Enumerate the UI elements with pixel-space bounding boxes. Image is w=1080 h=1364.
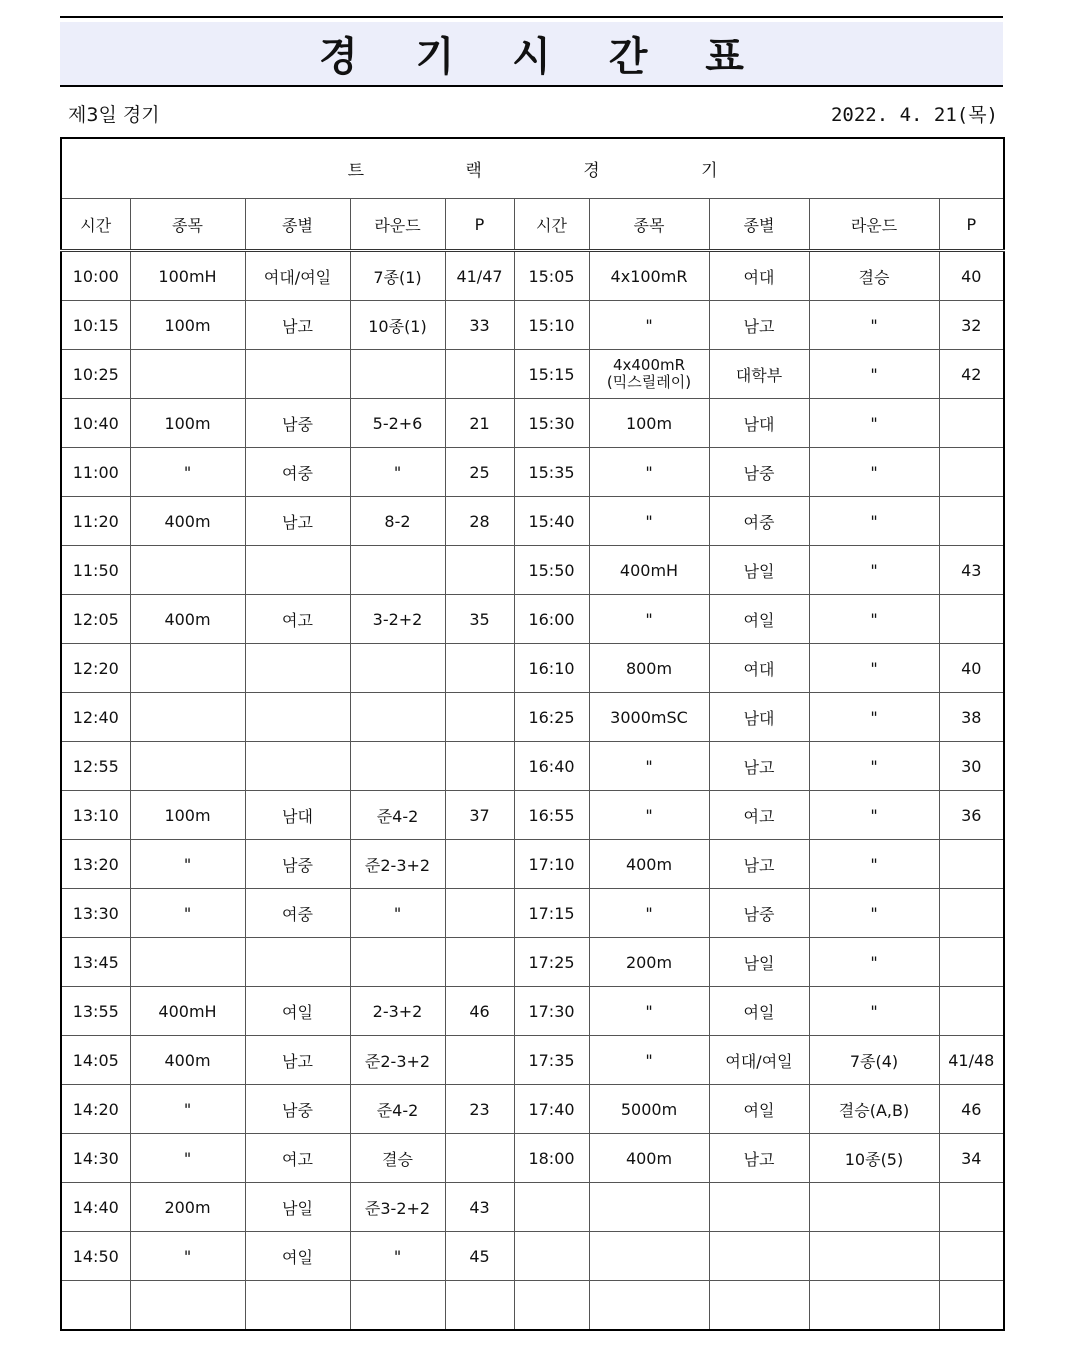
top-rule <box>60 16 1003 18</box>
table-cell: 3000mSC <box>589 693 709 742</box>
table-cell: 100m <box>130 791 245 840</box>
table-cell <box>939 987 1004 1036</box>
table-cell: " <box>809 889 939 938</box>
table-cell: 여대/여일 <box>245 251 350 301</box>
table-cell: " <box>809 399 939 448</box>
table-row <box>61 987 1004 1036</box>
table-cell: " <box>130 1232 245 1281</box>
table-cell: 100m <box>130 301 245 350</box>
table-cell: 남중 <box>245 399 350 448</box>
table-cell <box>589 350 709 399</box>
table-cell: 17:35 <box>514 1036 589 1085</box>
table-cell: 400mH <box>130 987 245 1036</box>
column-header: 종별 <box>245 199 350 251</box>
table-cell: 15:35 <box>514 448 589 497</box>
table-cell: " <box>589 595 709 644</box>
table-cell: 남중 <box>245 1085 350 1134</box>
table-row <box>61 448 1004 497</box>
table-cell: 준2-3+2 <box>350 840 445 889</box>
page-title: 경 기 시 간 표 <box>319 34 766 80</box>
table-cell: 남고 <box>245 301 350 350</box>
table-cell: " <box>809 693 939 742</box>
table-cell: 준2-3+2 <box>350 1036 445 1085</box>
table-cell <box>589 1183 709 1232</box>
table-cell: " <box>589 791 709 840</box>
table-cell: 13:30 <box>61 889 130 938</box>
table-cell <box>130 644 245 693</box>
table-cell: 7종(4) <box>809 1036 939 1085</box>
table-cell <box>445 742 514 791</box>
table-cell <box>939 889 1004 938</box>
table-row <box>61 546 1004 595</box>
table-row <box>61 1036 1004 1085</box>
table-cell: 남중 <box>709 889 809 938</box>
table-cell: " <box>809 350 939 399</box>
table-cell <box>589 1232 709 1281</box>
table-row <box>61 301 1004 350</box>
table-cell: 13:20 <box>61 840 130 889</box>
table-cell <box>350 1281 445 1331</box>
table-cell: " <box>809 840 939 889</box>
table-row <box>61 889 1004 938</box>
table-cell: " <box>809 301 939 350</box>
table-cell: 12:40 <box>61 693 130 742</box>
table-cell <box>939 497 1004 546</box>
table-cell <box>245 742 350 791</box>
table-cell: 10종(1) <box>350 301 445 350</box>
table-cell: 16:10 <box>514 644 589 693</box>
table-cell <box>130 546 245 595</box>
table-cell: 15:30 <box>514 399 589 448</box>
table-cell: " <box>809 546 939 595</box>
table-cell: 15:15 <box>514 350 589 399</box>
table-cell: " <box>589 987 709 1036</box>
table-cell <box>939 1232 1004 1281</box>
table-cell <box>445 546 514 595</box>
column-header: P <box>445 199 514 251</box>
table-cell: " <box>350 448 445 497</box>
table-cell <box>350 693 445 742</box>
table-cell: " <box>809 987 939 1036</box>
column-header: P <box>939 199 1004 251</box>
table-cell: 41/47 <box>445 251 514 301</box>
table-cell: 2-3+2 <box>350 987 445 1036</box>
cell-line: 4x400mR <box>612 356 686 374</box>
table-cell: 여일 <box>709 1085 809 1134</box>
table-row <box>61 1232 1004 1281</box>
table-cell: " <box>350 1232 445 1281</box>
table-cell: 200m <box>589 938 709 987</box>
table-cell: 100m <box>130 399 245 448</box>
table-cell: 14:30 <box>61 1134 130 1183</box>
table-row <box>61 399 1004 448</box>
column-header: 종목 <box>589 199 709 251</box>
column-header: 시간 <box>61 199 130 251</box>
table-cell: 15:05 <box>514 251 589 301</box>
table-cell: 400m <box>130 1036 245 1085</box>
table-cell: 40 <box>939 251 1004 301</box>
table-cell: 남일 <box>709 546 809 595</box>
table-cell <box>445 1134 514 1183</box>
table-cell: 15:10 <box>514 301 589 350</box>
table-cell: 대학부 <box>709 350 809 399</box>
table-cell <box>445 350 514 399</box>
table-cell <box>939 595 1004 644</box>
table-cell: 여중 <box>245 448 350 497</box>
table-cell: 38 <box>939 693 1004 742</box>
table-cell <box>130 693 245 742</box>
table-cell: 16:00 <box>514 595 589 644</box>
table-cell: 40 <box>939 644 1004 693</box>
table-cell <box>350 742 445 791</box>
table-cell <box>809 1183 939 1232</box>
table-cell: 16:40 <box>514 742 589 791</box>
table-cell: 46 <box>939 1085 1004 1134</box>
table-cell: 34 <box>939 1134 1004 1183</box>
table-cell: 400m <box>130 595 245 644</box>
table-cell: 남중 <box>245 840 350 889</box>
table-cell: 43 <box>939 546 1004 595</box>
table-cell: 400m <box>589 1134 709 1183</box>
table-cell: 14:40 <box>61 1183 130 1232</box>
table-cell: 준4-2 <box>350 791 445 840</box>
table-cell: 여대/여일 <box>709 1036 809 1085</box>
table-cell: 10:40 <box>61 399 130 448</box>
table-cell: 43 <box>445 1183 514 1232</box>
header-row <box>61 199 1004 251</box>
table-cell: 33 <box>445 301 514 350</box>
table-cell: 남고 <box>709 742 809 791</box>
table-cell: 16:25 <box>514 693 589 742</box>
table-cell: 17:10 <box>514 840 589 889</box>
table-cell <box>809 1281 939 1331</box>
table-row <box>61 693 1004 742</box>
table-cell <box>130 1281 245 1331</box>
table-cell: 41/48 <box>939 1036 1004 1085</box>
table-cell: 14:05 <box>61 1036 130 1085</box>
table-cell: 28 <box>445 497 514 546</box>
table-row <box>61 1134 1004 1183</box>
table-cell <box>939 840 1004 889</box>
table-cell <box>245 546 350 595</box>
table-cell: " <box>809 448 939 497</box>
table-cell <box>245 693 350 742</box>
table-cell: " <box>809 938 939 987</box>
table-cell: 준3-2+2 <box>350 1183 445 1232</box>
table-cell: 13:45 <box>61 938 130 987</box>
table-cell: 46 <box>445 987 514 1036</box>
column-header: 라운드 <box>809 199 939 251</box>
table-cell: " <box>130 840 245 889</box>
table-cell: 17:40 <box>514 1085 589 1134</box>
table-cell <box>350 546 445 595</box>
table-cell: " <box>589 1036 709 1085</box>
table-cell <box>939 448 1004 497</box>
table-cell <box>445 644 514 693</box>
table-cell: 17:25 <box>514 938 589 987</box>
table-cell: 13:10 <box>61 791 130 840</box>
title-band <box>60 22 1003 87</box>
table-cell <box>445 693 514 742</box>
table-cell: 5000m <box>589 1085 709 1134</box>
table-cell <box>130 742 245 791</box>
table-cell: 36 <box>939 791 1004 840</box>
table-cell <box>939 1183 1004 1232</box>
table-cell: 400mH <box>589 546 709 595</box>
table-cell: 12:05 <box>61 595 130 644</box>
table-cell: 14:20 <box>61 1085 130 1134</box>
table-cell: " <box>589 742 709 791</box>
table-cell: 45 <box>445 1232 514 1281</box>
table-cell: " <box>809 644 939 693</box>
table-cell: 결승 <box>809 251 939 301</box>
schedule-table <box>60 137 1005 1331</box>
table-cell: " <box>589 889 709 938</box>
table-cell: 23 <box>445 1085 514 1134</box>
table-cell: 15:50 <box>514 546 589 595</box>
table-cell: " <box>809 497 939 546</box>
table-cell: 남고 <box>709 301 809 350</box>
table-cell: " <box>589 301 709 350</box>
column-header: 시간 <box>514 199 589 251</box>
table-cell: 남고 <box>245 497 350 546</box>
table-cell: " <box>809 791 939 840</box>
table-cell: 32 <box>939 301 1004 350</box>
table-cell: 100mH <box>130 251 245 301</box>
table-cell <box>445 889 514 938</box>
table-cell: 남대 <box>709 693 809 742</box>
table-row <box>61 251 1004 301</box>
table-cell: 결승(A,B) <box>809 1085 939 1134</box>
table-cell: 10:00 <box>61 251 130 301</box>
table-cell <box>445 1036 514 1085</box>
table-cell: 남고 <box>709 1134 809 1183</box>
table-cell: 21 <box>445 399 514 448</box>
table-cell <box>709 1281 809 1331</box>
column-header: 종목 <box>130 199 245 251</box>
table-cell <box>939 1281 1004 1331</box>
table-cell: " <box>809 595 939 644</box>
table-cell: 14:50 <box>61 1232 130 1281</box>
table-cell: 준4-2 <box>350 1085 445 1134</box>
table-row <box>61 840 1004 889</box>
table-cell: 17:30 <box>514 987 589 1036</box>
table-cell: 800m <box>589 644 709 693</box>
table-cell <box>709 1232 809 1281</box>
table-cell: 100m <box>589 399 709 448</box>
table-row <box>61 938 1004 987</box>
table-row <box>61 1281 1004 1331</box>
table-cell <box>245 938 350 987</box>
table-cell: 15:40 <box>514 497 589 546</box>
table-cell: 25 <box>445 448 514 497</box>
table-cell <box>514 1183 589 1232</box>
table-cell: 12:55 <box>61 742 130 791</box>
date-label: 2022. 4. 21(목) <box>830 104 998 126</box>
table-cell: 여대 <box>709 644 809 693</box>
table-row <box>61 350 1004 399</box>
table-cell <box>445 840 514 889</box>
table-cell: " <box>809 742 939 791</box>
table-cell <box>445 1281 514 1331</box>
table-cell <box>350 350 445 399</box>
table-cell <box>445 938 514 987</box>
table-cell: 11:50 <box>61 546 130 595</box>
table-cell: " <box>350 889 445 938</box>
table-cell: 여중 <box>245 889 350 938</box>
table-row <box>61 742 1004 791</box>
table-cell: " <box>589 448 709 497</box>
table-cell <box>939 938 1004 987</box>
table-cell <box>61 1281 130 1331</box>
table-cell <box>809 1232 939 1281</box>
table-cell: 남중 <box>709 448 809 497</box>
table-cell: 여대 <box>709 251 809 301</box>
table-cell: 400m <box>589 840 709 889</box>
table-cell: 10종(5) <box>809 1134 939 1183</box>
table-row <box>61 1085 1004 1134</box>
table-cell: " <box>130 1134 245 1183</box>
table-cell: " <box>130 448 245 497</box>
table-cell: 여일 <box>709 595 809 644</box>
table-cell: 여고 <box>245 1134 350 1183</box>
table-cell: " <box>130 889 245 938</box>
table-cell: 남일 <box>245 1183 350 1232</box>
column-header: 종별 <box>709 199 809 251</box>
table-cell: 12:20 <box>61 644 130 693</box>
table-cell: 여중 <box>709 497 809 546</box>
table-cell <box>939 399 1004 448</box>
table-cell <box>709 1183 809 1232</box>
table-cell <box>514 1281 589 1331</box>
table-cell: 200m <box>130 1183 245 1232</box>
table-cell: " <box>130 1085 245 1134</box>
table-cell: 30 <box>939 742 1004 791</box>
table-cell: 여일 <box>245 987 350 1036</box>
table-cell: 11:00 <box>61 448 130 497</box>
table-cell: 11:20 <box>61 497 130 546</box>
table-cell: 10:15 <box>61 301 130 350</box>
table-cell <box>350 938 445 987</box>
table-cell: 8-2 <box>350 497 445 546</box>
table-cell: 13:55 <box>61 987 130 1036</box>
table-cell: 37 <box>445 791 514 840</box>
table-cell: 3-2+2 <box>350 595 445 644</box>
column-header: 라운드 <box>350 199 445 251</box>
table-cell: 10:25 <box>61 350 130 399</box>
table-cell: 7종(1) <box>350 251 445 301</box>
table-cell: 여일 <box>245 1232 350 1281</box>
table-cell: 18:00 <box>514 1134 589 1183</box>
section-row <box>61 138 1004 199</box>
table-row <box>61 497 1004 546</box>
table-cell: 여고 <box>709 791 809 840</box>
table-cell <box>130 938 245 987</box>
table-cell: 여고 <box>245 595 350 644</box>
table-cell <box>245 350 350 399</box>
table-cell: " <box>589 497 709 546</box>
table-cell: 17:15 <box>514 889 589 938</box>
table-row <box>61 1183 1004 1232</box>
table-cell: 5-2+6 <box>350 399 445 448</box>
table-cell <box>589 1281 709 1331</box>
table-cell: 42 <box>939 350 1004 399</box>
table-cell: 남대 <box>709 399 809 448</box>
table-cell: 남대 <box>245 791 350 840</box>
day-label: 제3일 경기 <box>68 104 160 126</box>
table-cell <box>245 644 350 693</box>
section-title: 트 랙 경 기 <box>61 138 1004 199</box>
table-cell: 결승 <box>350 1134 445 1183</box>
table-cell: 4x100mR <box>589 251 709 301</box>
table-cell <box>245 1281 350 1331</box>
table-cell: 남고 <box>709 840 809 889</box>
table-cell: 남고 <box>245 1036 350 1085</box>
table-cell: 35 <box>445 595 514 644</box>
table-cell: 400m <box>130 497 245 546</box>
table-cell <box>514 1232 589 1281</box>
table-row <box>61 644 1004 693</box>
cell-line: (믹스릴레이) <box>606 373 692 391</box>
table-cell: 남일 <box>709 938 809 987</box>
table-cell <box>130 350 245 399</box>
table-row <box>61 595 1004 644</box>
table-cell: 여일 <box>709 987 809 1036</box>
table-cell <box>350 644 445 693</box>
table-row <box>61 791 1004 840</box>
table-cell: 16:55 <box>514 791 589 840</box>
